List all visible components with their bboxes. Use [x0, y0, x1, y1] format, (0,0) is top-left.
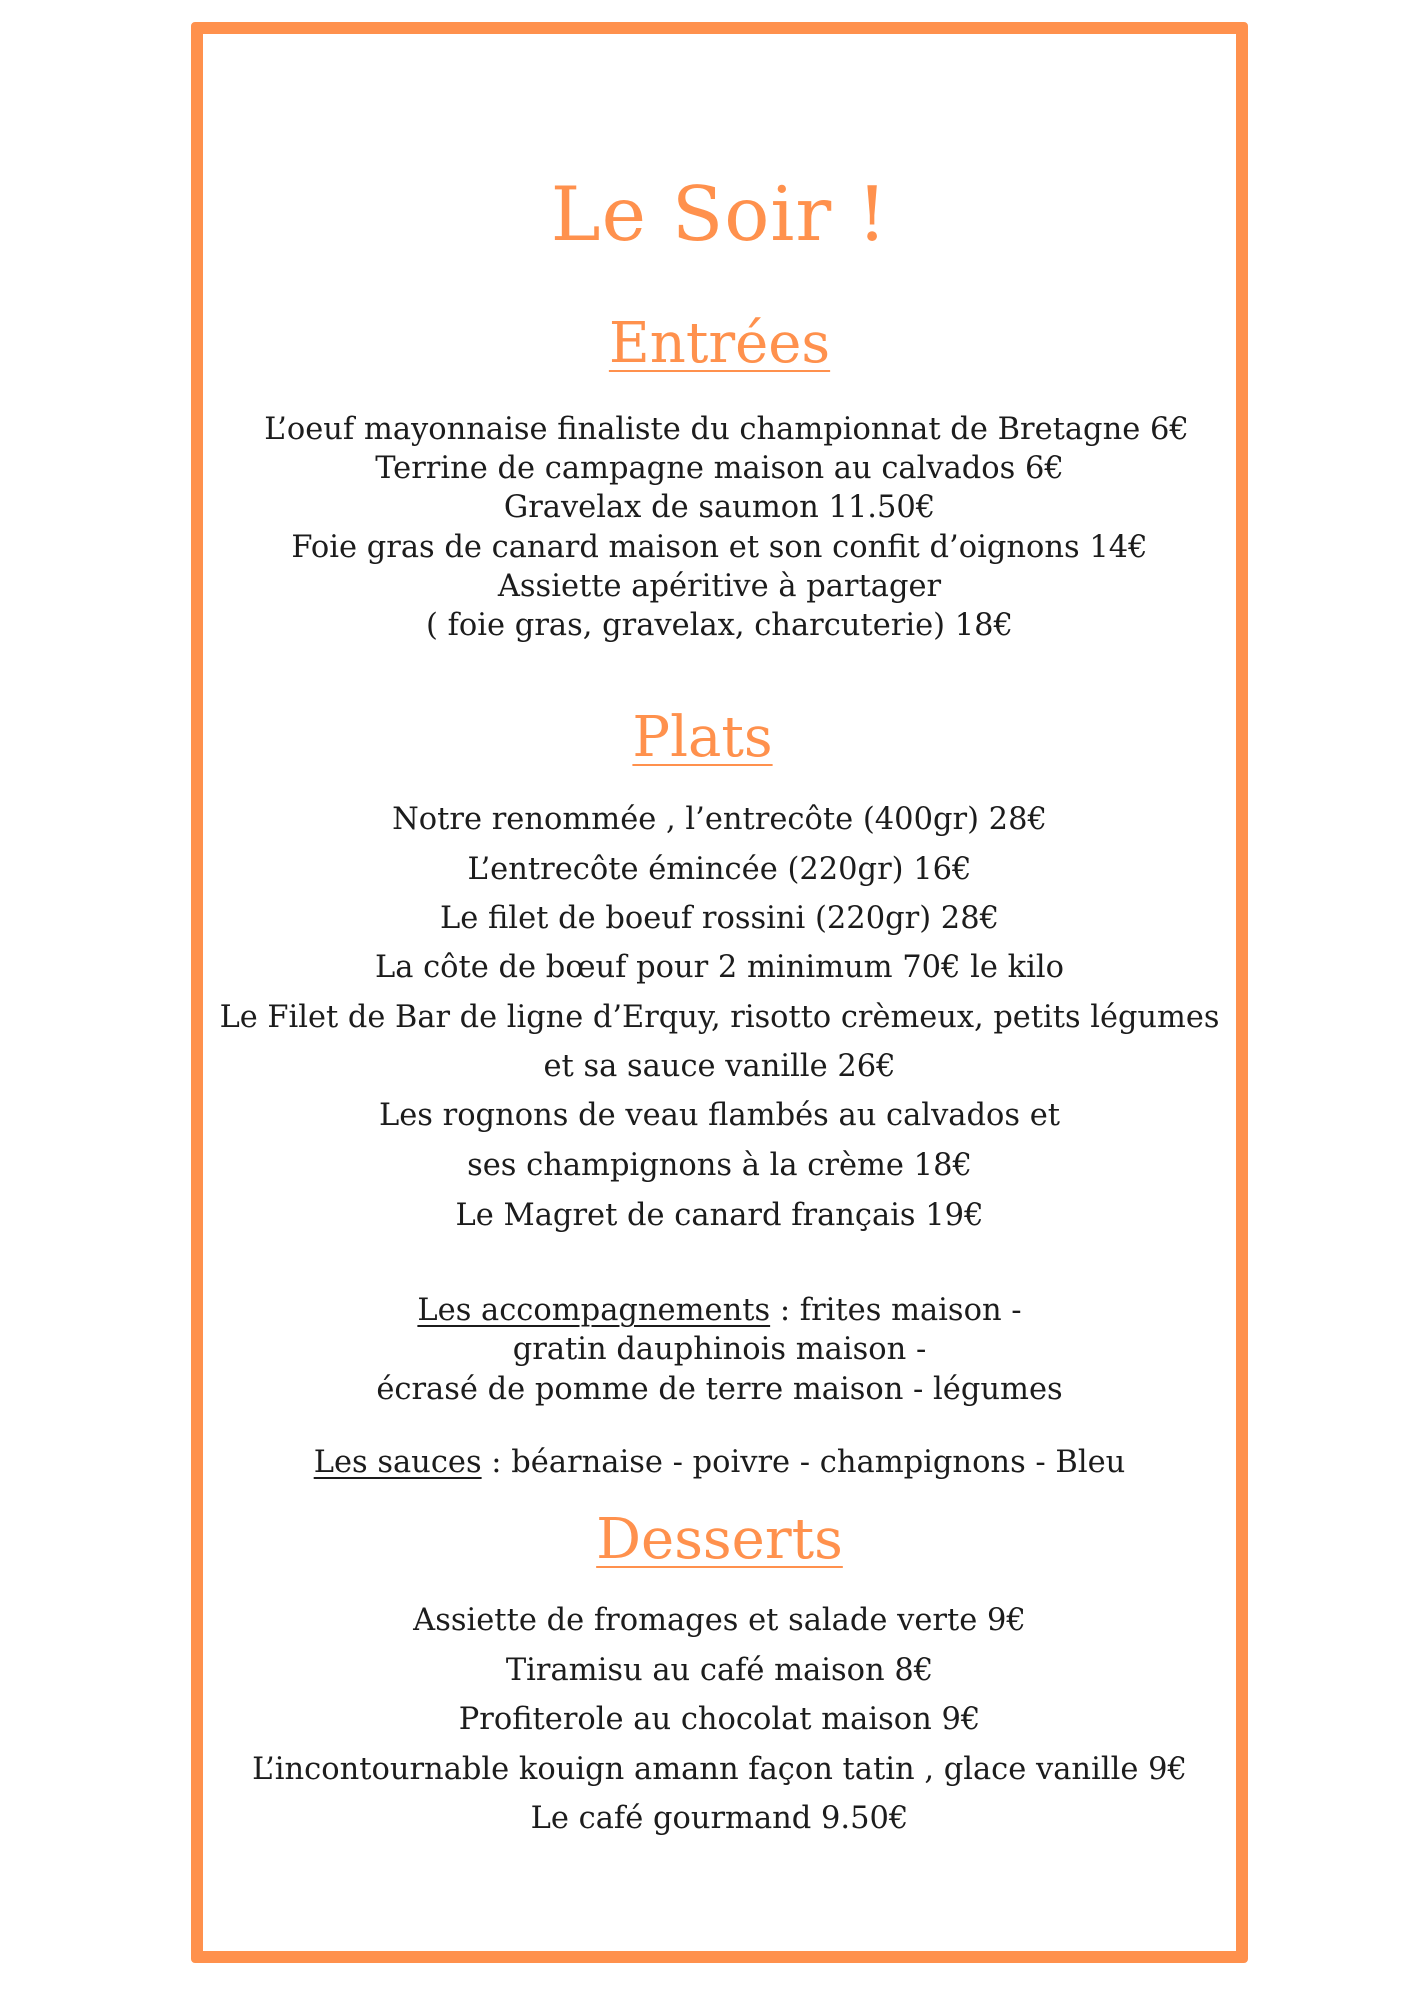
plat-item: Le Magret de canard français 19€ — [455, 1198, 984, 1233]
entrees-heading: Entrées — [608, 311, 831, 376]
dessert-item: Le café gourmand 9.50€ — [530, 1801, 909, 1836]
plat-item: ses champignons à la crème 18€ — [467, 1148, 972, 1183]
plat-item: L’entrecôte émincée (220gr) 16€ — [467, 852, 972, 887]
sauces-text: : béarnaise - poivre - champignons - Bleu — [481, 1445, 1126, 1480]
plat-item: Les rognons de veau flambés au calvados et — [378, 1098, 1061, 1133]
entree-item: Assiette apéritive à partager — [497, 569, 942, 604]
dessert-item: Tiramisu au café maison 8€ — [505, 1653, 934, 1688]
plat-item: La côte de bœuf pour 2 minimum 70€ le kilo — [374, 950, 1065, 985]
desserts-heading: Desserts — [596, 1507, 843, 1572]
dessert-item: Assiette de fromages et salade verte 9€ — [413, 1603, 1026, 1638]
entree-item: Terrine de campagne maison au calvados 6€ — [375, 451, 1064, 486]
entree-item: Foie gras de canard maison et son confit d’oignons 14€ — [291, 530, 1148, 565]
menu-card — [203, 34, 1236, 1951]
sauces-line — [203, 1443, 1236, 1483]
accompagnements-label: Les accompagnements — [417, 1293, 771, 1328]
page-title: Le Soir ! — [550, 170, 889, 258]
plat-item: Le Filet de Bar de ligne d’Erquy, risotto crèmeux, petits légumes — [219, 1000, 1220, 1035]
accompagnements-text: : frites maison - — [770, 1293, 1022, 1328]
accompagnements-line-3: écrasé de pomme de terre maison - légumes — [376, 1372, 1063, 1407]
entree-item: Gravelax de saumon 11.50€ — [503, 490, 936, 525]
entree-item: L’oeuf mayonnaise finaliste du championnat de Bretagne 6€ — [264, 412, 1189, 447]
plat-item: Notre renommée , l’entrecôte (400gr) 28€ — [392, 802, 1047, 837]
plat-item: Le filet de boeuf rossini (220gr) 28€ — [439, 901, 1000, 936]
dessert-item: L’incontournable kouign amann façon tatin , glace vanille 9€ — [252, 1752, 1187, 1787]
sauces-label: Les sauces — [313, 1445, 482, 1480]
plats-heading: Plats — [632, 705, 773, 770]
entree-item: ( foie gras, gravelax, charcuterie) 18€ — [426, 608, 1013, 643]
accompagnements-line-1 — [203, 1291, 1236, 1331]
dessert-item: Profiterole au chocolat maison 9€ — [458, 1702, 981, 1737]
accompagnements-line-2: gratin dauphinois maison - — [512, 1332, 927, 1367]
plat-item: et sa sauce vanille 26€ — [543, 1049, 896, 1084]
